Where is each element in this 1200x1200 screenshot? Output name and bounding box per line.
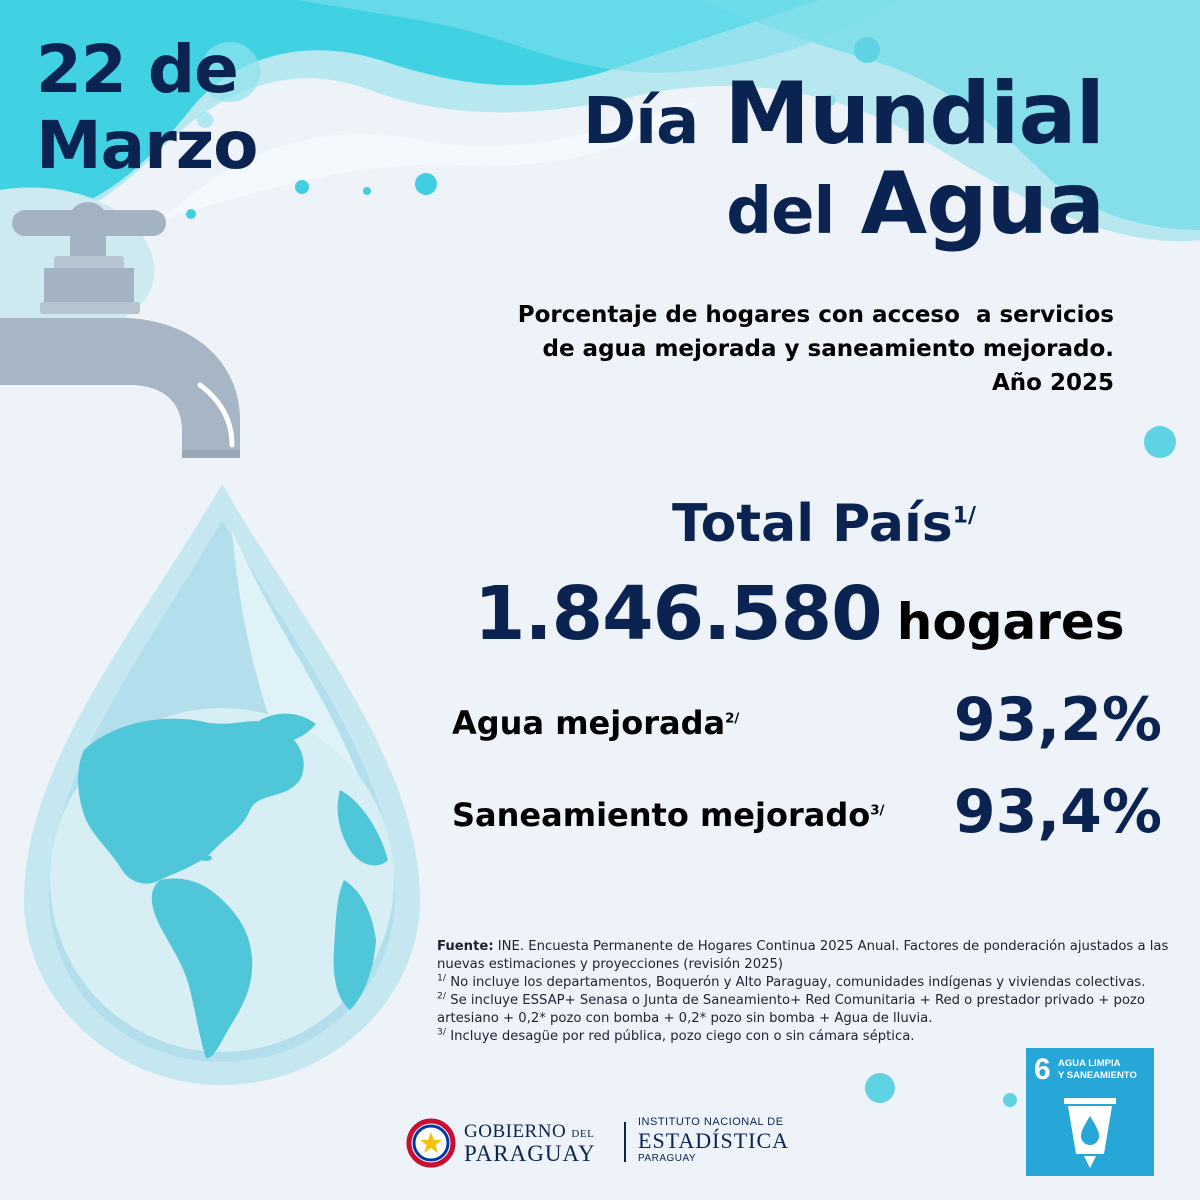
- footnote-1: [437, 974, 1177, 992]
- subtitle-line-2: de agua mejorada y saneamiento mejorado.: [542, 336, 1114, 362]
- indicator-value-water: 93,2%: [953, 685, 1162, 755]
- indicator-note: 2/: [725, 711, 740, 727]
- ine-line-2: ESTADÍSTICA: [638, 1128, 790, 1153]
- gobierno-text: [464, 1122, 596, 1164]
- footnote-2: [437, 992, 1177, 1028]
- indicator-value-sanitation: 93,4%: [953, 777, 1162, 847]
- total-value: [474, 566, 1125, 682]
- gobierno-paraguay-logo: [406, 1118, 596, 1168]
- total-households-number: 1.846.580: [474, 571, 882, 657]
- footnote-text: No incluye los departamentos, Boquerón y Alto Paraguay, comunidades indígenas y viviendas colectivas.: [450, 975, 1146, 990]
- sdg-water-glass-icon: [1062, 1094, 1118, 1170]
- sdg-title-line-1: AGUA LIMPIA: [1058, 1058, 1121, 1069]
- source-label: Fuente:: [437, 939, 494, 954]
- paraguay-shield-icon: [406, 1118, 456, 1168]
- title-word-mundial: Mundial: [724, 64, 1104, 164]
- footnote-mark: 2/: [437, 990, 446, 1002]
- gob-line-2: PARAGUAY: [464, 1141, 596, 1166]
- indicator-label-text: Saneamiento mejorado: [452, 796, 871, 834]
- source-note: [437, 938, 1177, 974]
- indicator-label-water: [452, 701, 739, 745]
- bubble: [854, 37, 880, 63]
- date-line-2: Marzo: [36, 107, 258, 184]
- subtitle: [414, 298, 1114, 400]
- total-label-text: Total País: [672, 494, 953, 554]
- sdg-number: 6: [1034, 1053, 1051, 1086]
- sdg-title-line-2: Y SANEAMIENTO: [1058, 1070, 1137, 1081]
- title-word-dia: Día: [583, 85, 699, 159]
- sdg-6-badge: [1026, 1048, 1154, 1176]
- footnote-3: [437, 1028, 1177, 1046]
- indicator-note: 3/: [870, 803, 885, 819]
- footnote-mark: 3/: [437, 1026, 446, 1038]
- indicator-label-sanitation: [452, 793, 884, 837]
- total-households-unit: hogares: [896, 593, 1125, 651]
- gob-line-1: GOBIERNO: [464, 1121, 567, 1142]
- gob-del: DEL: [571, 1128, 595, 1140]
- date-line-1: 22 de: [36, 31, 238, 108]
- event-date: [36, 32, 258, 184]
- ine-line-3: PARAGUAY: [638, 1153, 697, 1164]
- sdg-title: [1058, 1058, 1137, 1082]
- logo-divider: [624, 1122, 626, 1162]
- total-label: [672, 492, 976, 556]
- footnotes: [437, 938, 1177, 1046]
- footnote-text: Se incluye ESSAP+ Senasa o Junta de Saneamiento+ Red Comunitaria + Red o prestador privado + pozo artesiano + 0,2* pozo con bomba + 0,2* pozo sin bomba + Agua de lluvia.: [437, 993, 1145, 1026]
- title-word-agua: Agua: [860, 154, 1104, 254]
- title-line-1: [583, 64, 1104, 168]
- source-text: INE. Encuesta Permanente de Hogares Continua 2025 Anual. Factores de ponderación ajustados a las nuevas estimaciones y proyecciones (revisión 2025): [437, 939, 1169, 972]
- indicator-label-text: Agua mejorada: [452, 704, 726, 742]
- ine-line-1: INSTITUTO NACIONAL DE: [638, 1116, 784, 1128]
- subtitle-line-1: Porcentaje de hogares con acceso a servicios: [517, 302, 1114, 328]
- footnote-text: Incluye desagüe por red pública, pozo ciego con o sin cámara séptica.: [450, 1029, 915, 1044]
- subtitle-year: Año 2025: [992, 370, 1114, 396]
- total-label-note: 1/: [952, 503, 976, 529]
- footnote-mark: 1/: [437, 972, 446, 984]
- ine-logo: [638, 1116, 789, 1165]
- title-word-del: del: [726, 175, 835, 249]
- title-line-2: [726, 154, 1104, 258]
